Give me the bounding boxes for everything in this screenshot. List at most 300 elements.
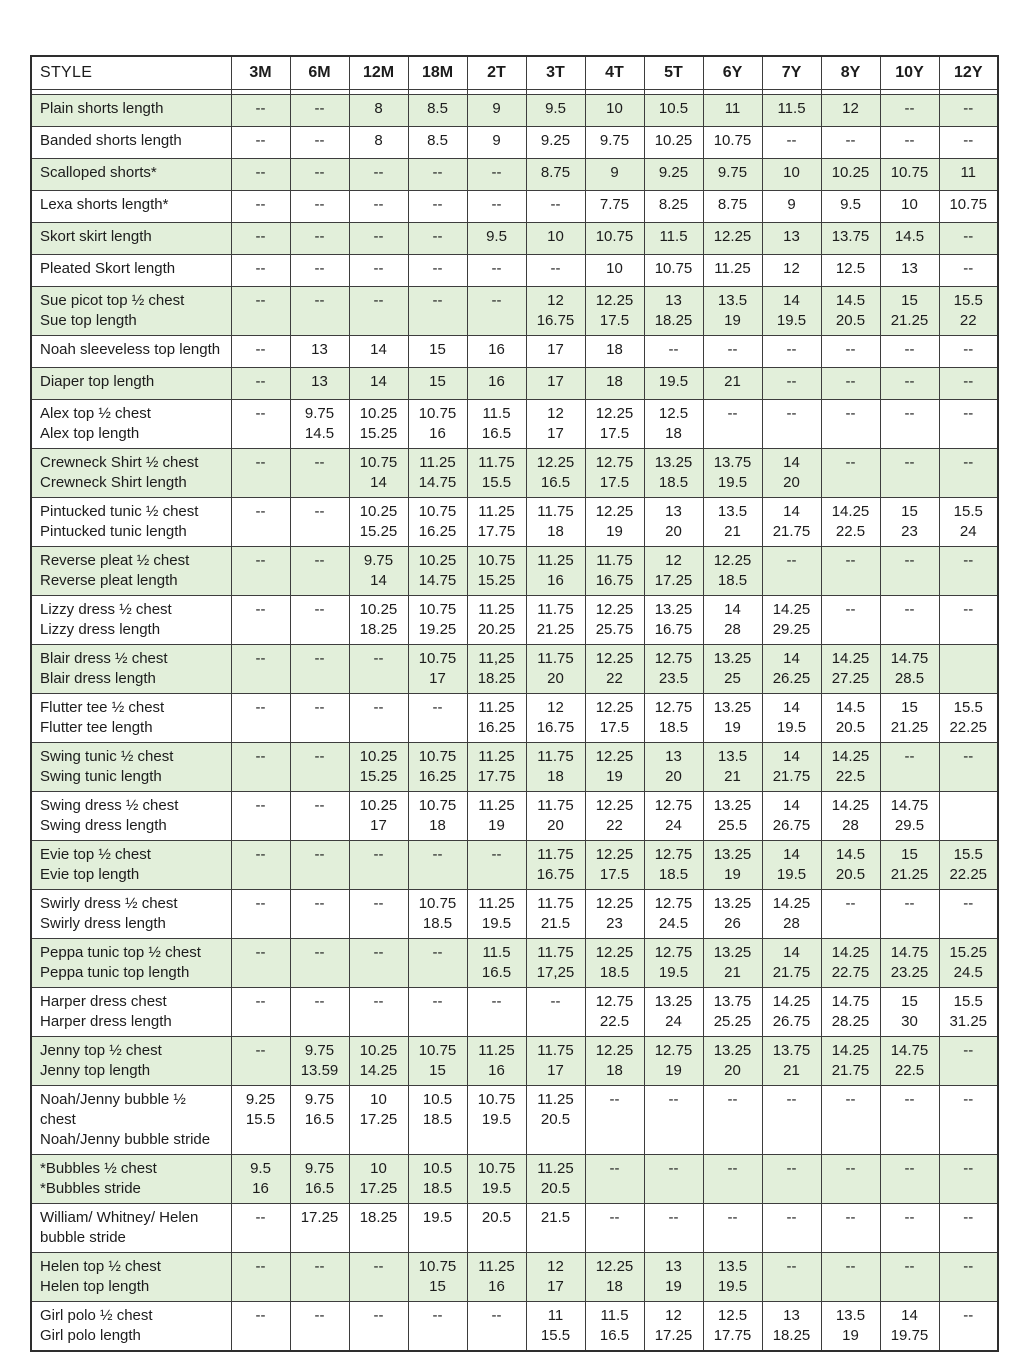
cell-value: 12.5 [658,404,689,422]
table-cell [408,158,467,190]
cell-value: -- [845,340,856,358]
cell-value: 11.25 [537,1159,574,1177]
cell-value: -- [373,259,384,277]
table-cell [231,222,290,254]
row-label-line: bubble stride [40,1228,126,1246]
table-cell [880,791,939,840]
table-header [31,56,998,94]
cell-value: 14.75 [418,473,457,491]
cell-value: 19 [488,816,505,834]
table-cell [231,693,290,742]
cell-value: 14 [783,747,800,765]
cell-value: 19.5 [776,311,807,329]
row-label [31,286,231,335]
row-label-line: Pintucked tunic length [40,522,187,540]
table-cell [703,1203,762,1252]
cell-value: -- [845,1208,856,1226]
cell-value: -- [727,404,738,422]
cell-value: -- [255,796,266,814]
table-cell [349,693,408,742]
cell-value: -- [963,600,974,618]
row-label-line: Helen top length [40,1277,150,1295]
cell-value: 18 [665,424,682,442]
row-label [31,1252,231,1301]
cell-value: 12.25 [713,227,752,245]
table-cell [939,1036,998,1085]
cell-value: 24 [665,816,682,834]
table-cell [880,497,939,546]
table-cell [762,1154,821,1203]
cell-value: 12.25 [595,698,634,716]
cell-value: -- [314,894,325,912]
row-label [31,367,231,399]
cell-value: 29.5 [894,816,925,834]
table-cell [467,595,526,644]
cell-value: -- [314,227,325,245]
cell-value: 14 [724,600,741,618]
row-label-line: Flutter tee length [40,718,153,736]
cell-value: 16 [488,340,505,358]
table-cell [408,1301,467,1351]
table-cell [585,742,644,791]
cell-value: 14 [783,502,800,520]
cell-value: 19 [606,522,623,540]
table-cell [880,1085,939,1154]
cell-value: 21 [724,963,741,981]
cell-value: 21.5 [540,914,571,932]
table-cell [526,1154,585,1203]
cell-value: 21.75 [772,963,811,981]
cell-value: 13.75 [831,227,870,245]
cell-value: 11.25 [478,747,515,765]
cell-value: 17.25 [654,571,693,589]
cell-value: 15.25 [359,767,398,785]
cell-value: 16 [488,1277,505,1295]
table-cell [703,889,762,938]
cell-value: -- [609,1208,620,1226]
table-cell [762,94,821,126]
cell-value: 13.25 [654,453,693,471]
cell-value: 16.75 [595,571,634,589]
table-cell [467,1085,526,1154]
cell-value: -- [963,1208,974,1226]
cell-value: 30 [901,1012,918,1030]
row-label [31,840,231,889]
table-cell [703,1154,762,1203]
table-cell [703,190,762,222]
table-cell [408,286,467,335]
cell-value: 13.25 [713,698,752,716]
cell-value: 17.75 [477,767,516,785]
column-header-6m: 6M [290,56,349,89]
table-cell [526,1085,585,1154]
cell-value: 21 [783,1061,800,1079]
cell-value: -- [904,1208,915,1226]
row-label [31,448,231,497]
table-cell [703,595,762,644]
cell-value: 12.25 [595,845,634,863]
row-label-line: *Bubbles ½ chest [40,1159,157,1177]
cell-value: -- [373,845,384,863]
table-cell [762,222,821,254]
table-cell [703,693,762,742]
table-cell [467,889,526,938]
table-row [31,448,998,497]
cell-value: 8.25 [658,195,689,213]
table-cell [821,254,880,286]
row-label-line: Noah sleeveless top length [40,340,221,358]
cell-value: -- [963,340,974,358]
cell-value: 15.25 [359,522,398,540]
table-cell [349,938,408,987]
cell-value: 16.5 [481,424,512,442]
cell-value: 12.25 [595,894,634,912]
table-cell [467,497,526,546]
table-cell [290,254,349,286]
row-label-line: Lexa shorts length* [40,195,169,213]
cell-value: 13 [901,259,918,277]
table-cell [880,94,939,126]
row-label-line: Jenny top length [40,1061,151,1079]
cell-value: 12 [547,291,564,309]
table-cell [880,190,939,222]
table-cell [644,889,703,938]
row-label [31,1036,231,1085]
cell-value: -- [904,99,915,117]
cell-value: 13 [783,227,800,245]
table-cell [290,1301,349,1351]
cell-value: 16 [488,1061,505,1079]
cell-value: 14 [783,845,800,863]
cell-value: 23.25 [890,963,929,981]
table-row [31,889,998,938]
cell-value: -- [609,1090,620,1108]
cell-value: 12.25 [595,1257,634,1275]
cell-value: 26 [724,914,741,932]
table-row [31,742,998,791]
table-row [31,190,998,222]
cell-value: 12.25 [595,649,634,667]
cell-value: -- [904,1159,915,1177]
cell-value: 23.5 [658,669,689,687]
table-cell [703,1036,762,1085]
table-cell [762,791,821,840]
cell-value: 14.25 [831,796,870,814]
table-cell [703,448,762,497]
table-cell [290,1036,349,1085]
cell-value: 14 [783,796,800,814]
table-row [31,1036,998,1085]
table-cell [762,190,821,222]
cell-value: 24 [959,522,977,540]
cell-value: 13 [665,502,682,520]
cell-value: 14.5 [894,227,925,245]
cell-value: 20.5 [481,1208,512,1226]
table-cell [290,595,349,644]
column-header-3t: 3T [526,56,585,89]
cell-value: 10.25 [359,502,398,520]
cell-value: -- [904,131,915,149]
table-cell [467,222,526,254]
table-cell [939,791,998,840]
table-cell [408,254,467,286]
cell-value: 17 [547,340,564,358]
cell-value: 14.5 [304,424,335,442]
cell-value: 9.5 [840,195,861,213]
row-label [31,693,231,742]
table-row [31,497,998,546]
cell-value: -- [432,195,443,213]
table-cell [408,987,467,1036]
cell-value: 18 [606,1061,623,1079]
cell-value: -- [255,99,266,117]
table-cell [231,448,290,497]
cell-value: 11.25 [537,1090,574,1108]
cell-value: 22 [959,311,977,329]
table-cell [644,791,703,840]
row-label-line: Swing dress ½ chest [40,796,179,814]
cell-value: 22.5 [599,1012,630,1030]
table-cell [231,889,290,938]
cell-value: -- [432,992,443,1010]
cell-value: -- [373,291,384,309]
table-cell [880,595,939,644]
table-cell [526,1036,585,1085]
row-label [31,158,231,190]
table-cell [821,94,880,126]
table-cell [585,126,644,158]
cell-value: -- [373,1306,384,1324]
cell-value: 18.5 [422,1110,453,1128]
table-cell [231,158,290,190]
cell-value: 9.25 [540,131,571,149]
table-cell [290,335,349,367]
table-cell [880,742,939,791]
cell-value: -- [727,1090,738,1108]
table-cell [939,742,998,791]
table-cell [526,497,585,546]
table-cell [821,286,880,335]
table-cell [644,190,703,222]
table-cell [467,1301,526,1351]
cell-value: 10.75 [949,195,988,213]
cell-value: 14.25 [831,943,870,961]
cell-value: -- [373,698,384,716]
cell-value: 20 [547,669,564,687]
table-cell [467,546,526,595]
cell-value: 13.25 [713,1041,752,1059]
cell-value: -- [255,502,266,520]
table-cell [762,840,821,889]
cell-value: 15.5 [953,291,983,309]
table-cell [349,791,408,840]
table-cell [585,399,644,448]
cell-value: 10 [547,227,564,245]
cell-value: -- [668,1208,679,1226]
row-label-line: Swirly dress ½ chest [40,894,178,912]
table-cell [290,158,349,190]
cell-value: 13.25 [713,649,752,667]
table-cell [231,254,290,286]
cell-value: -- [963,99,974,117]
cell-value: 19.75 [890,1326,929,1344]
row-label-line: Swing tunic ½ chest [40,747,174,765]
cell-value: 29.25 [772,620,811,638]
cell-value: 17.25 [300,1208,339,1226]
table-cell [231,367,290,399]
table-cell [290,840,349,889]
cell-value: 11 [960,163,977,181]
cell-value: 17 [370,816,387,834]
cell-value: -- [550,992,561,1010]
table-cell [408,1203,467,1252]
cell-value: 28 [783,914,800,932]
cell-value: 13 [665,747,682,765]
table-cell [585,546,644,595]
cell-value: -- [314,943,325,961]
cell-value: 20 [547,816,564,834]
cell-value: 10.75 [418,502,457,520]
table-cell [644,448,703,497]
table-cell [526,222,585,254]
cell-value: 14.25 [831,1041,870,1059]
table-cell [526,840,585,889]
cell-value: 16.5 [540,473,571,491]
table-cell [467,987,526,1036]
table-cell [644,126,703,158]
cell-value: 20 [665,767,682,785]
table-cell [408,644,467,693]
cell-value: 19 [665,1061,682,1079]
table-cell [585,840,644,889]
table-row [31,791,998,840]
cell-value: 19 [665,1277,682,1295]
cell-value: -- [314,1257,325,1275]
cell-value: 10.25 [831,163,870,181]
cell-value: 10.25 [359,747,398,765]
table-row [31,644,998,693]
cell-value: 10.75 [418,649,457,667]
row-label-line: Harper dress length [40,1012,172,1030]
table-cell [349,742,408,791]
table-cell [349,987,408,1036]
table-row [31,367,998,399]
table-row [31,399,998,448]
table-cell [703,94,762,126]
cell-value: 9.25 [658,163,689,181]
table-cell [585,367,644,399]
cell-value: 16.75 [536,311,575,329]
table-cell [585,222,644,254]
table-cell [821,742,880,791]
cell-value: 9.75 [717,163,748,181]
cell-value: -- [314,600,325,618]
table-cell [939,448,998,497]
table-cell [703,1085,762,1154]
cell-value: -- [314,992,325,1010]
cell-value: 21.5 [540,1208,571,1226]
cell-value: 18.5 [422,914,453,932]
cell-value: -- [432,227,443,245]
cell-value: 14 [370,372,387,390]
cell-value: 18.5 [599,963,630,981]
cell-value: 21.75 [772,522,811,540]
table-cell [880,254,939,286]
table-cell [290,938,349,987]
table-row [31,546,998,595]
table-cell [821,889,880,938]
table-cell [821,693,880,742]
column-header-6y: 6Y [703,56,762,89]
cell-value: 11.75 [537,894,574,912]
cell-value: 9.75 [304,1041,335,1059]
table-cell [290,546,349,595]
cell-value: -- [432,163,443,181]
table-cell [644,222,703,254]
cell-value: 12.75 [654,649,693,667]
cell-value: -- [904,453,915,471]
table-cell [231,1203,290,1252]
cell-value: 14 [370,571,387,589]
cell-value: -- [845,131,856,149]
table-cell [644,335,703,367]
cell-value: -- [255,698,266,716]
table-cell [526,742,585,791]
cell-value: 19.5 [776,865,807,883]
table-cell [644,840,703,889]
row-label [31,791,231,840]
cell-value: 19.5 [717,1277,748,1295]
table-cell [231,1036,290,1085]
cell-value: 9.25 [245,1090,276,1108]
table-cell [703,840,762,889]
cell-value: 10.25 [359,1041,398,1059]
row-label-line: Evie top length [40,865,140,883]
table-cell [408,693,467,742]
cell-value: -- [550,259,561,277]
table-cell [526,254,585,286]
column-header-3m: 3M [231,56,290,89]
cell-value: 11.25 [478,502,515,520]
cell-value: 15 [901,698,918,716]
cell-value: -- [314,796,325,814]
cell-value: -- [845,1159,856,1177]
cell-value: 11.75 [537,649,574,667]
cell-value: 15 [901,291,918,309]
table-cell [290,987,349,1036]
table-cell [467,938,526,987]
table-cell [880,1301,939,1351]
table-cell [408,222,467,254]
cell-value: -- [255,649,266,667]
table-cell [703,222,762,254]
table-cell [349,1301,408,1351]
cell-value: 28 [724,620,741,638]
table-cell [408,94,467,126]
row-label-line: Banded shorts length [40,131,182,149]
cell-value: 18.25 [772,1326,811,1344]
row-label [31,595,231,644]
cell-value: 14.25 [831,747,870,765]
cell-value: -- [904,372,915,390]
cell-value: -- [727,1208,738,1226]
cell-value: 10.75 [595,227,634,245]
row-label [31,889,231,938]
cell-value: 12.25 [595,600,634,618]
cell-value: 12.5 [835,259,866,277]
cell-value: 11.25 [478,796,515,814]
table-cell [231,742,290,791]
